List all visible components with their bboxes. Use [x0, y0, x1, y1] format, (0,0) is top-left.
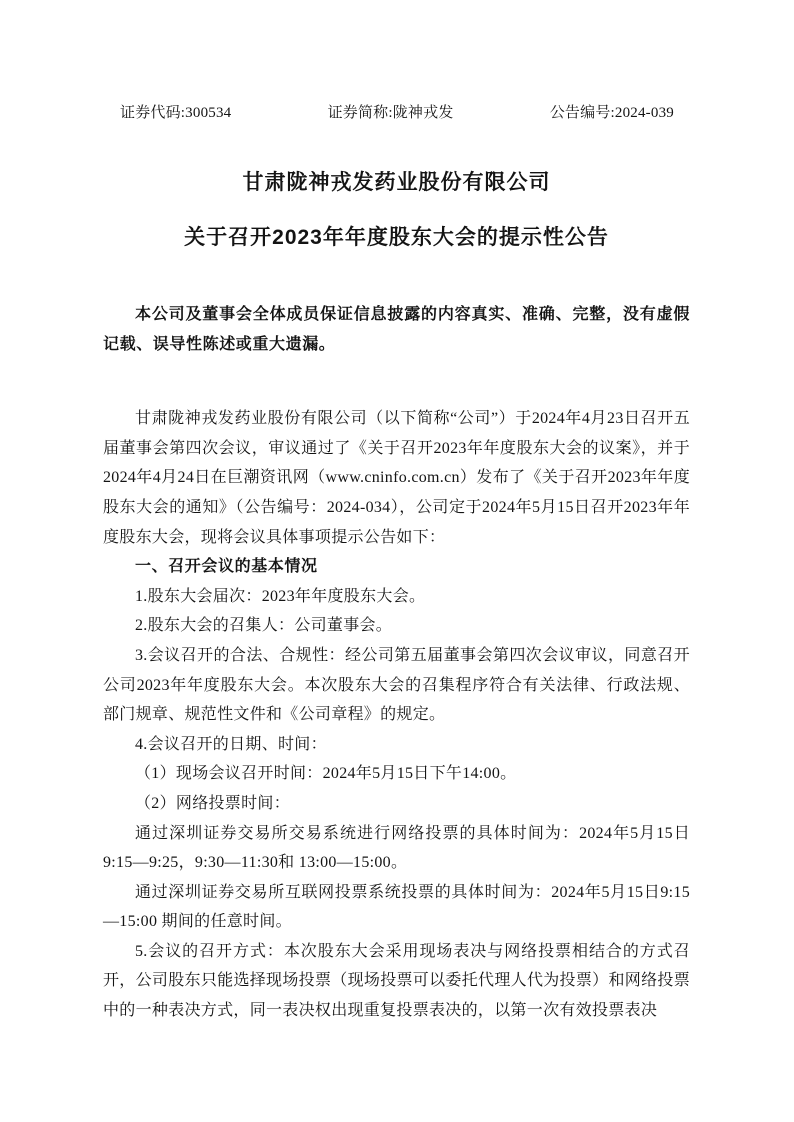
online-vote-internet-system-time: 通过深圳证券交易所互联网投票系统投票的具体时间为：2024年5月15日9:15—15:00 期间的任意时间。 — [103, 883, 690, 931]
section-heading-1: 一、召开会议的基本情况 — [135, 558, 318, 576]
item-4-date-time: 4.会议召开的日期、时间： — [135, 735, 327, 753]
announcement-title: 关于召开2023年年度股东大会的提示性公告 — [184, 226, 609, 249]
item-2-convener: 2.股东大会的召集人：公司董事会。 — [135, 617, 393, 635]
stock-name: 证券简称:陇神戎发 — [327, 105, 454, 121]
document-body — [103, 300, 690, 1026]
online-vote-trading-system-time: 通过深圳证券交易所交易系统进行网络投票的具体时间为：2024年5月15日9:15—9:25，9:30—11:30和 13:00—15:00。 — [103, 824, 690, 872]
document-header — [103, 101, 690, 122]
announcement-number: 公告编号:2024-039 — [549, 105, 674, 121]
item-5-meeting-method: 5.会议的召开方式：本次股东大会采用现场表决与网络投票相结合的方式召开，公司股东只能选择现场投票（现场投票可以委托代理人代为投票）和网络投票中的一种表决方式，同一表决权出现重复投票表决的，以第一次有效投票表决 — [103, 942, 690, 1020]
disclaimer: 本公司及董事会全体成员保证信息披露的内容真实、准确、完整，没有虚假记载、误导性陈述或重大遗漏。 — [103, 306, 690, 353]
intro-paragraph: 甘肃陇神戎发药业股份有限公司（以下简称“公司”）于2024年4月23日召开五届董事会第四次会议，审议通过了《关于召开2023年年度股东大会的议案》，并于2024年4月24日在巨潮资讯网（www.cninfo.com.cn）发布了《关于召开2023年年度股东大会的通知》（公告编号：2024-034），公司定于2024年5月15日召开2023年年度股东大会，现将会议具体事项提示公告如下： — [103, 410, 690, 546]
item-3-legality: 3.会议召开的合法、合规性：经公司第五届董事会第四次会议审议，同意召开公司2023年年度股东大会。本次股东大会的召集程序符合有关法律、行政法规、部门规章、规范性文件和《公司章程》的规定。 — [103, 646, 690, 724]
item-1-meeting-session: 1.股东大会届次：2023年年度股东大会。 — [135, 587, 426, 605]
stock-code: 证券代码:300534 — [120, 105, 232, 121]
item-4-2-online-time: （2）网络投票时间： — [135, 794, 291, 812]
item-4-1-onsite-time: （1）现场会议召开时间：2024年5月15日下午14:00。 — [135, 765, 517, 783]
company-name-title: 甘肃陇神戎发药业股份有限公司 — [242, 171, 551, 194]
